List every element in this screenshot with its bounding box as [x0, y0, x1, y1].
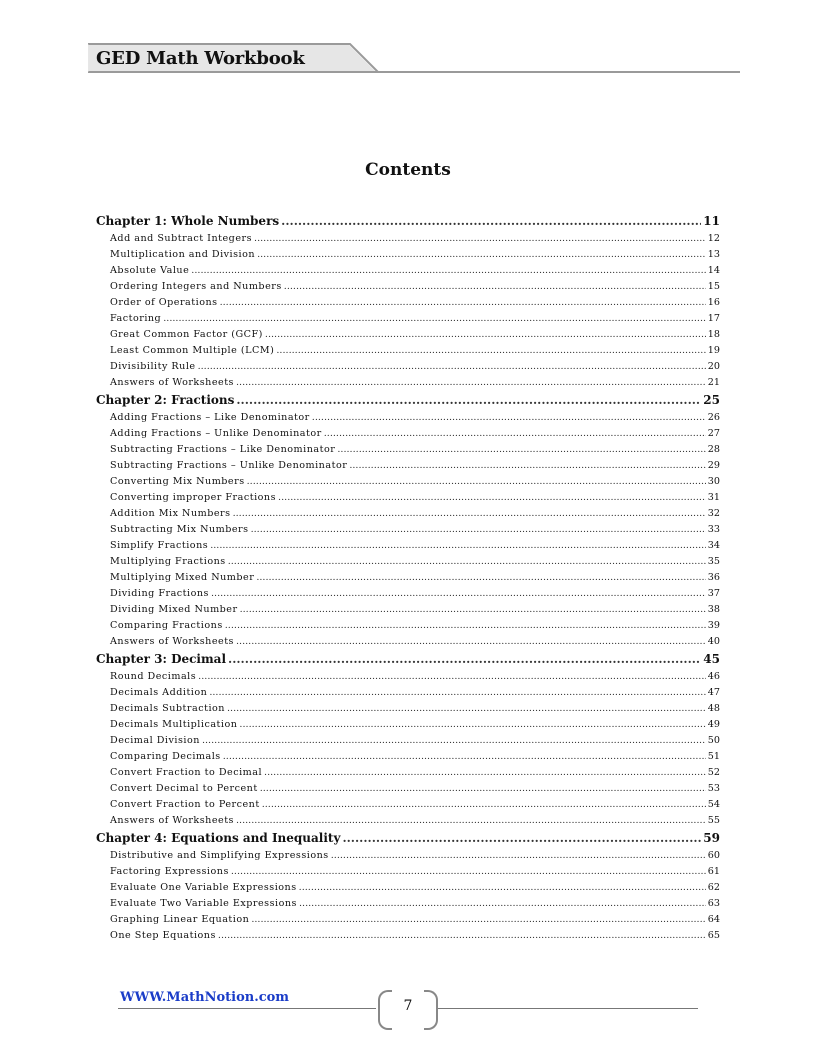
toc-page-number: 61: [707, 866, 720, 877]
toc-dot-leader: [349, 460, 705, 471]
toc-dot-leader: [276, 345, 705, 356]
toc-dot-leader: [211, 588, 706, 599]
toc-page-number: 65: [707, 930, 720, 941]
toc-entry-label: Convert Decimal to Percent: [110, 783, 258, 794]
page-header: [88, 42, 740, 76]
toc-dot-leader: [210, 540, 706, 551]
toc-item-row[interactable]: [96, 345, 720, 361]
footer-rule-left: [118, 1008, 376, 1009]
toc-dot-leader: [257, 249, 706, 260]
toc-dot-leader: [220, 297, 706, 308]
toc-dot-leader: [240, 604, 706, 615]
toc-dot-leader: [284, 281, 706, 292]
toc-entry-label: Chapter 2: Fractions: [96, 393, 235, 407]
toc-item-row[interactable]: [96, 233, 720, 249]
toc-dot-leader: [236, 636, 706, 647]
toc-entry-label: Round Decimals: [110, 671, 197, 682]
toc-entry-label: Chapter 3: Decimal: [96, 652, 227, 666]
toc-page-number: 51: [707, 751, 720, 762]
toc-item-row[interactable]: [96, 914, 720, 930]
toc-chapter-row[interactable]: [96, 393, 720, 412]
toc-entry-label: Comparing Decimals: [110, 751, 221, 762]
toc-page-number: 45: [703, 652, 720, 666]
toc-dot-leader: [236, 393, 701, 407]
toc-page-number: 62: [707, 882, 720, 893]
toc-entry-label: Decimals Multiplication: [110, 719, 238, 730]
toc-entry-label: Factoring: [110, 313, 162, 324]
toc-item-row[interactable]: [96, 361, 720, 377]
header-title: GED Math Workbook: [96, 48, 305, 69]
toc-entry-label: Dividing Fractions: [110, 588, 209, 599]
toc-page-number: 18: [707, 329, 720, 340]
toc-dot-leader: [198, 361, 706, 372]
page-number: 7: [403, 998, 413, 1014]
toc-page-number: 12: [707, 233, 720, 244]
toc-entry-label: Chapter 4: Equations and Inequality: [96, 831, 341, 845]
toc-item-row[interactable]: [96, 492, 720, 508]
toc-entry-label: Multiplication and Division: [110, 249, 256, 260]
page-bracket-left: [378, 990, 392, 1030]
toc-dot-leader: [236, 815, 706, 826]
toc-item-row[interactable]: [96, 281, 720, 297]
toc-entry-label: Decimals Addition: [110, 687, 208, 698]
toc-page-number: 60: [707, 850, 720, 861]
page-bracket-right: [424, 990, 438, 1030]
website-link[interactable]: WWW.MathNotion.com: [120, 990, 290, 1005]
toc-entry-label: Converting improper Fractions: [110, 492, 277, 503]
toc-page-number: 21: [707, 377, 720, 388]
toc-page-number: 14: [707, 265, 720, 276]
toc-dot-leader: [299, 898, 706, 909]
toc-page-number: 16: [707, 297, 720, 308]
contents-title: Contents: [365, 160, 451, 180]
toc-dot-leader: [225, 620, 706, 631]
toc-dot-leader: [228, 556, 706, 567]
toc-dot-leader: [236, 377, 706, 388]
toc-entry-label: Evaluate Two Variable Expressions: [110, 898, 297, 909]
toc-entry-label: Absolute Value: [110, 265, 190, 276]
toc-dot-leader: [251, 914, 705, 925]
toc-item-row[interactable]: [96, 930, 720, 946]
toc-page-number: 31: [707, 492, 720, 503]
toc-item-row[interactable]: [96, 783, 720, 799]
toc-item-row[interactable]: [96, 735, 720, 751]
toc-entry-label: Decimal Division: [110, 735, 200, 746]
toc-entry-label: Answers of Worksheets: [110, 636, 234, 647]
toc-entry-label: Add and Subtract Integers: [110, 233, 253, 244]
toc-dot-leader: [256, 572, 705, 583]
toc-entry-label: Adding Fractions – Like Denominator: [110, 412, 310, 423]
toc-item-row[interactable]: [96, 297, 720, 313]
toc-entry-label: Subtracting Fractions – Like Denominator: [110, 444, 336, 455]
toc-item-row[interactable]: [96, 866, 720, 882]
toc-page-number: 50: [707, 735, 720, 746]
toc-item-row[interactable]: [96, 556, 720, 572]
toc-item-row[interactable]: [96, 588, 720, 604]
toc-entry-label: Order of Operations: [110, 297, 218, 308]
toc-dot-leader: [163, 313, 706, 324]
toc-entry-label: Ordering Integers and Numbers: [110, 281, 282, 292]
toc-dot-leader: [278, 492, 706, 503]
toc-item-row[interactable]: [96, 815, 720, 831]
toc-entry-label: Adding Fractions – Unlike Denominator: [110, 428, 322, 439]
toc-item-row[interactable]: [96, 620, 720, 636]
toc-page-number: 39: [707, 620, 720, 631]
toc-item-row[interactable]: [96, 313, 720, 329]
toc-item-row[interactable]: [96, 719, 720, 735]
toc-entry-label: Multiplying Fractions: [110, 556, 226, 567]
toc-item-row[interactable]: [96, 265, 720, 281]
toc-item-row[interactable]: [96, 377, 720, 393]
toc-dot-leader: [251, 524, 706, 535]
toc-dot-leader: [218, 930, 706, 941]
toc-item-row[interactable]: [96, 882, 720, 898]
toc-dot-leader: [223, 751, 706, 762]
table-of-contents: [96, 214, 720, 946]
toc-entry-label: Dividing Mixed Number: [110, 604, 238, 615]
toc-dot-leader: [198, 671, 706, 682]
toc-page-number: 55: [707, 815, 720, 826]
toc-chapter-row[interactable]: [96, 831, 720, 850]
toc-page-number: 32: [707, 508, 720, 519]
toc-item-row[interactable]: [96, 540, 720, 556]
toc-page-number: 27: [707, 428, 720, 439]
toc-dot-leader: [262, 799, 706, 810]
toc-entry-label: Convert Fraction to Percent: [110, 799, 260, 810]
toc-page-number: 64: [707, 914, 720, 925]
toc-entry-label: Comparing Fractions: [110, 620, 223, 631]
toc-entry-label: Divisibility Rule: [110, 361, 196, 372]
toc-entry-label: Addition Mix Numbers: [110, 508, 231, 519]
toc-page-number: 13: [707, 249, 720, 260]
toc-entry-label: Factoring Expressions: [110, 866, 229, 877]
toc-item-row[interactable]: [96, 671, 720, 687]
toc-entry-label: Simplify Fractions: [110, 540, 209, 551]
toc-entry-label: Chapter 1: Whole Numbers: [96, 214, 280, 228]
toc-page-number: 11: [703, 214, 720, 228]
toc-chapter-row[interactable]: [96, 214, 720, 233]
toc-page-number: 38: [707, 604, 720, 615]
toc-dot-leader: [239, 719, 705, 730]
toc-item-row[interactable]: [96, 524, 720, 540]
toc-dot-leader: [228, 652, 701, 666]
toc-page-number: 49: [707, 719, 720, 730]
toc-dot-leader: [254, 233, 706, 244]
toc-page-number: 35: [707, 556, 720, 567]
toc-page-number: 54: [707, 799, 720, 810]
toc-dot-leader: [331, 850, 706, 861]
toc-dot-leader: [324, 428, 706, 439]
toc-page-number: 19: [707, 345, 720, 356]
toc-item-row[interactable]: [96, 604, 720, 620]
toc-page-number: 34: [707, 540, 720, 551]
toc-dot-leader: [191, 265, 705, 276]
toc-entry-label: Graphing Linear Equation: [110, 914, 250, 925]
toc-dot-leader: [202, 735, 706, 746]
toc-item-row[interactable]: [96, 249, 720, 265]
toc-item-row[interactable]: [96, 329, 720, 345]
toc-dot-leader: [299, 882, 706, 893]
toc-entry-label: Convert Fraction to Decimal: [110, 767, 263, 778]
toc-page-number: 17: [707, 313, 720, 324]
toc-page-number: 46: [707, 671, 720, 682]
footer-rule-right: [438, 1008, 698, 1009]
toc-item-row[interactable]: [96, 572, 720, 588]
toc-page-number: 25: [703, 393, 720, 407]
toc-item-row[interactable]: [96, 460, 720, 476]
toc-entry-label: Subtracting Mix Numbers: [110, 524, 249, 535]
toc-dot-leader: [337, 444, 705, 455]
toc-dot-leader: [227, 703, 706, 714]
toc-item-row[interactable]: [96, 428, 720, 444]
toc-entry-label: Least Common Multiple (LCM): [110, 345, 275, 356]
toc-item-row[interactable]: [96, 636, 720, 652]
toc-item-row[interactable]: [96, 799, 720, 815]
toc-entry-label: Subtracting Fractions – Unlike Denominator: [110, 460, 348, 471]
toc-chapter-row[interactable]: [96, 652, 720, 671]
toc-item-row[interactable]: [96, 898, 720, 914]
toc-entry-label: Answers of Worksheets: [110, 377, 234, 388]
toc-dot-leader: [260, 783, 706, 794]
toc-page-number: 20: [707, 361, 720, 372]
toc-page-number: 33: [707, 524, 720, 535]
toc-page-number: 15: [707, 281, 720, 292]
toc-page-number: 52: [707, 767, 720, 778]
toc-dot-leader: [209, 687, 705, 698]
toc-dot-leader: [231, 866, 706, 877]
toc-item-row[interactable]: [96, 751, 720, 767]
toc-item-row[interactable]: [96, 412, 720, 428]
toc-item-row[interactable]: [96, 508, 720, 524]
toc-page-number: 53: [707, 783, 720, 794]
toc-page-number: 59: [703, 831, 720, 845]
toc-dot-leader: [265, 329, 706, 340]
toc-item-row[interactable]: [96, 703, 720, 719]
toc-entry-label: Great Common Factor (GCF): [110, 329, 263, 340]
toc-dot-leader: [233, 508, 706, 519]
toc-item-row[interactable]: [96, 444, 720, 460]
toc-entry-label: Distributive and Simplifying Expressions: [110, 850, 329, 861]
toc-page-number: 28: [707, 444, 720, 455]
toc-item-row[interactable]: [96, 850, 720, 866]
toc-dot-leader: [312, 412, 706, 423]
toc-entry-label: Decimals Subtraction: [110, 703, 225, 714]
toc-entry-label: One Step Equations: [110, 930, 216, 941]
toc-item-row[interactable]: [96, 687, 720, 703]
toc-dot-leader: [342, 831, 701, 845]
toc-entry-label: Converting Mix Numbers: [110, 476, 245, 487]
toc-item-row[interactable]: [96, 476, 720, 492]
toc-entry-label: Evaluate One Variable Expressions: [110, 882, 297, 893]
toc-page-number: 37: [707, 588, 720, 599]
toc-page-number: 47: [707, 687, 720, 698]
toc-page-number: 48: [707, 703, 720, 714]
toc-page-number: 40: [707, 636, 720, 647]
toc-page-number: 36: [707, 572, 720, 583]
toc-entry-label: Multiplying Mixed Number: [110, 572, 255, 583]
toc-page-number: 63: [707, 898, 720, 909]
toc-dot-leader: [281, 214, 701, 228]
toc-page-number: 26: [707, 412, 720, 423]
toc-entry-label: Answers of Worksheets: [110, 815, 234, 826]
toc-page-number: 30: [707, 476, 720, 487]
toc-item-row[interactable]: [96, 767, 720, 783]
toc-dot-leader: [264, 767, 706, 778]
toc-page-number: 29: [707, 460, 720, 471]
toc-dot-leader: [247, 476, 706, 487]
